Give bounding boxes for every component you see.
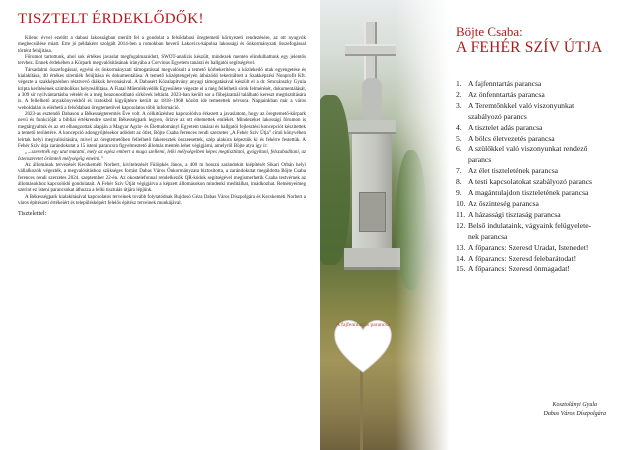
commandment-item [456,221,632,243]
commandments-column [450,0,640,450]
commandment-text: A házassági tisztaság parancsa [468,209,561,219]
commandment-text: A főparancs: Szeresd önmagadat! [468,264,570,274]
book-author: Böjte Csaba: [456,24,523,39]
commandment-item [456,243,632,254]
commandment-item [456,90,632,101]
letter-title: TISZTELT ÉRDEKLŐDŐK! [18,11,204,27]
commandment-text: A magántulajdon tiszteletének parancsa [468,188,589,198]
commandment-text: Belső indulataink, vágyaink felügyelete- [468,220,592,230]
commandment-number: 7. [456,166,462,176]
commandment-item [456,264,632,275]
commandment-text: A bölcs életvezetés parancsa [468,133,555,143]
letter-paragraph: A Békességpark kialakításával kapcsolatos terveinek tovább folytatódnak Bujdosó Géza Dabas Város Díszpolgára és Kecskeméti Norbert a város építészeti értékeiért és településképért felelős építész terveinek munkájával. [18,194,306,206]
commandment-text: A szülőkkel való viszonyunkat rendező [468,144,588,154]
commandment-text: Az őszinteség parancsa [468,198,539,208]
letter-paragraph: Főrumot tartottunk, ahol sok értékes javaslat megfogalmazódott, SWOT-analízis készült, mindezek mentén elindulhattunk egy jelentős tervhez. Ennek érdekében a Kürpark megvalósításának irányába a Corvinus Egyetem tanárai és hallgatói segítségével. [18,55,306,67]
commandment-number: 5. [456,133,462,143]
commandment-item [456,79,632,90]
commandment-item [456,134,632,145]
heart-sign-label: A fajfenntartás parancsa [335,322,391,328]
commandment-text: A főparancs: Szeresd felebarátodat! [468,253,577,263]
commandment-number: 1. [456,79,462,88]
commandment-number: 9. [456,188,462,198]
letter-paragraph: 2023-as esztendő Dabason a Békességteremtés Éve volt. A célkitűzéshez kapcsolódva érkezett a javaslatom, hogy az öregtemető-kürpark nevű és funkcióját a bibliai értékrendre szerint Békességpark legyen, őrizve az ott eltemettek emlékét. Mindezeket lakossági fórumon is megtárgyaltuk és az ott elhangzottak alapján a Magyar Agrár- és Élettudományi Egyetem tanárai és hallgatói fejlesztési koncepciót készítettek a temető területére. A koncepció adongyűjtésekor adódott az ötlet, Böjte Csaba ferences rendi szerzetes „A Fehér Szív Útja” című könyvében leírtak helyi megvalósítására, mivel az öregtemetőben fellelhető fakeresztek összeesettek, szép alakúra képeztük ki és fehérre festettük. A Fehér Szív útja zarándokutat a 15 isteni parancsra figyelmeztető állomás mentén lehet végigjárni, amelyről Böjte atya így ír: [18,112,306,149]
commandment-text-continued: nek parancsa [468,231,508,241]
photo-fade [395,0,450,450]
signature-title: Dabas Város Díszpolgára [543,411,606,417]
foliage [320,95,350,265]
statue [362,78,382,122]
letter-quote: „...szeretnék egy utat mutatni, mely az egész embert a maga szellemi, lelki mélységeiben képes megtisztítani, gyógyítani, felszabadítani, az Istenszeretet örömteli mélységéig emelni.” [18,150,306,162]
commandment-number: 10. [456,198,466,208]
letter-paragraph: Kilenc évvel ezelőtt a dabasi lakosságban merült fel a gondolat a felsődabasi öregtemető környezeti rendezésére, az ott nyugvók megbecsülése miatt. Erre jó példaként szolgált 2014-ben a romokban heverő Lakovics-kápolna lakossági és önkormányzati összefogással történt felújítása. [18,36,306,54]
commandment-item [456,144,632,166]
commandment-item [456,254,632,265]
commandment-number: 14. [456,253,466,263]
commandment-item [456,101,632,123]
signature-name: Kosztolányi Gyula [552,402,598,408]
commandment-item [456,123,632,134]
commandment-item [456,177,632,188]
book-title: A FEHÉR SZÍV ÚTJA [456,39,603,56]
commandment-item [456,188,632,199]
plinth [348,120,396,134]
commandment-text-continued: parancs [468,155,492,165]
commandment-text: A fajfenntartás parancsa [468,79,542,88]
commandment-item [456,210,632,221]
commandment-text: A tisztelet adás parancsa [468,122,543,132]
commandment-text: A főparancs: Szeresd Uradat, Istenedet! [468,242,589,252]
commandments-list [456,79,632,275]
commandment-number: 12. [456,220,466,230]
commandment-text: Az élet tiszteletének parancsa [468,166,559,176]
commandment-item [456,166,632,177]
commandment-number: 15. [456,264,466,274]
commandment-item [456,199,632,210]
letter-greeting: Tisztelettel: [18,211,47,218]
commandment-number: 13. [456,242,466,252]
letter-body [18,36,306,207]
commandment-number: 6. [456,144,462,154]
letter-paragraph: Társadalmi összefogással, egyéni és önkormányzati támogatással megvalósult a temető körbekerítése, a közlekedő utak egyengetése és kialakítása, 40 értékes síremlék felújítása és dokumentálása. A temető középtengelyén áthúzódó tekeritáltott a Szakképzési Nonprofit Kft. végezte a szakképzésben résztvevő diákok bevonásával. A Dabasért Közalapítvány anyagi támogatásával készült el a dr. Smcsánszky Gyula kripta kerítésének szimbolikus helyreállítása. A Fiatal Műemlékvédők Egyesülete végezte el a még fellelhető sírok felmérését, dokumentálását, a 309 sír nyilvántartásba vételét és a még beazonosítható sírkövek leltárát. 2023-ban került sor a főbejáratnál található kereszt megtisztítására is. A fellelhető anyakönyvekből és iratokból kigyűjtésre került az 1818–1968 között ide temetettek névsora. Napjainkban már a város weboldalán is elérhető a felsődabasi öregtemetővel kapcsolatos több információ. [18,67,306,111]
commandment-text: A Teremtőnkkel való viszonyunkat [468,100,575,110]
commandment-number: 8. [456,177,462,187]
cross-arm [345,44,396,56]
letter-paragraph: Az állomások tervezését Kecskeméti Norbert, kivitelezését Fülöpkés János, a 400 m hosszú zarándokút kiépítését Sikari Orbán helyi vállalkozók végezték, a megvalósításhoz szükséges forrást Dabas Város Önkormányzata biztosította, a zarándokutat megáldotta Böjte Csaba ferences rendi szerzetes 2024. szeptember 22-én. Az okostelefonnal rendelkezők QR-kódok segítségével megismerhetik Csaba testvérnek az állomásokhoz kapcsolódó gondolatait. A Fehér Szív Útját végigjárva a képzett állomásokon mindenki meditálhat, imádkozhat. Reményeimeg szerint ez istení parancsokat áthozza a lelki tisztulás útjára lépjünk. [18,162,306,194]
commandment-number: 3. [456,100,462,110]
sign-pole [360,370,363,450]
cross-photo [320,0,450,450]
commandment-text: A testi kapcsolatokat szabályozó parancs [468,177,592,187]
commandment-number: 4. [456,122,462,132]
monument-base [344,248,400,270]
commandment-number: 11. [456,209,466,219]
commandment-text: Az önfenntartás parancsa [468,89,545,99]
commandment-number: 2. [456,89,462,99]
plaque [359,192,386,232]
commandment-text-continued: szabályozó parancs [468,111,527,121]
